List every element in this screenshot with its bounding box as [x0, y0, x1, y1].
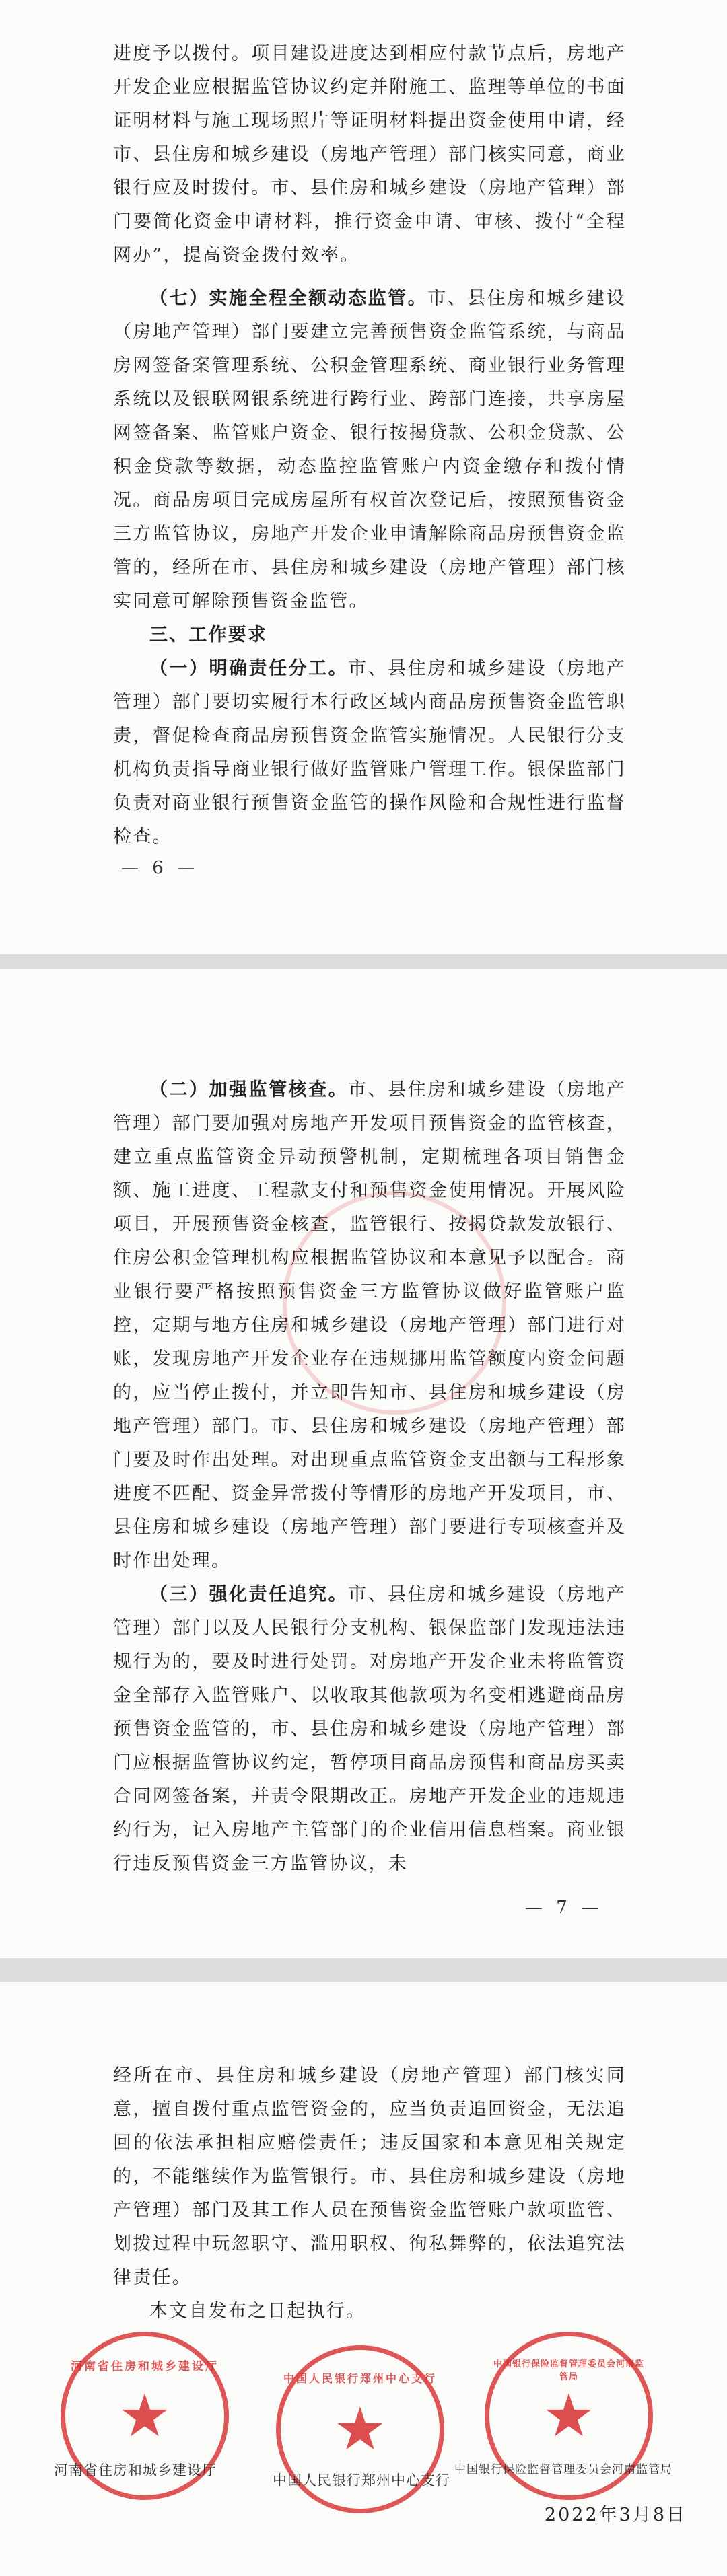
document-page-6: [0, 0, 727, 954]
document-page-7: [0, 969, 727, 1958]
paragraph-lead: （七）实施全程全额动态监管。: [149, 288, 428, 309]
effective-statement: 本文自发布之日起执行。: [149, 2301, 366, 2322]
paragraph-text: 市、县住房和城乡建设（房地产管理）部门以及人民银行分支机构、银保监部门发现违法违规行为的，要及时进行处罚。对房地产开发企业未将监管资金全部存入监管账户、以收取其他款项为名变相逃避商品房预售资金监管的，市、县住房和城乡建设（房地产管理）部门应根据监管协议约定，暂停项目商品房预售和商品房买卖合同网签备案，并责令限期改正。房地产开发企业的违规违约行为，记入房地产主管部门的企业信用信息档案。商业银行违反预售资金三方监管协议，未: [113, 1584, 626, 1874]
section-heading: 三、工作要求: [149, 624, 268, 645]
paragraph-bank-liability: 经所在市、县住房和城乡建设（房地产管理）部门核实同意，擅自拨付重点监管资金的，应当负责追回资金，无法追回的依法承担相应赔偿责任；违反国家和本意见相关规定的，不能继续作为监管银行。市、县住房和城乡建设（房地产管理）部门及其工作人员在预售资金监管账户款项监管、划拨过程中玩忽职守、滥用职权、徇私舞弊的，依法追究法律责任。: [113, 2065, 626, 2288]
paragraph-text: 市、县住房和城乡建设（房地产管理）部门要加强对房地产开发项目预售资金的监管核查，建立重点监管资金异动预警机制，定期梳理各项目销售金额、施工进度、工程款支付和预售资金使用情况。开展风险项目，开展预售资金核查，监管银行、按揭贷款发放银行、住房公积金管理机构应根据监管协议和本意见予以配合。商业银行要严格按照预售资金三方监管协议做好监管账户监控，定期与地方住房和城乡建设（房地产管理）部门进行对账，发现房地产开发企业存在违规挪用监管额度内资金问题的，应当停止拨付，并立即告知市、县住房和城乡建设（房地产管理）部门。市、县住房和城乡建设（房地产管理）部门要及时作出处理。对出现重点监管资金支出额与工程形象进度不匹配、资金异常拨付等情形的房地产开发项目，市、县住房和城乡建设（房地产管理）部门要进行专项核查并及时作出处理。: [113, 1079, 626, 1571]
paragraph-lead: （三）强化责任追究。: [149, 1584, 349, 1605]
signature-seals: [54, 2332, 687, 2561]
paragraph-lead: （一）明确责任分工。: [149, 658, 349, 679]
star-icon: ★: [333, 2394, 387, 2464]
paragraph-progress-payment: [113, 37, 626, 273]
issue-date: 2022年3月8日: [544, 2505, 687, 2526]
org-housing-department: 河南省住房和城乡建设厅: [54, 2462, 217, 2478]
org-peoples-bank: 中国人民银行郑州中心支行: [273, 2472, 450, 2489]
paragraph-text: 市、县住房和城乡建设（房地产管理）部门要切实履行本行政区域内商品房预售资金监管职责，督促检查商品房预售资金监管实施情况。人民银行分支机构负责指导商业银行做好监管账户管理工作。银保监部门负责对商业银行预售资金监管的操作风险和合规性进行监督检查。: [113, 658, 626, 847]
paragraph-dynamic-supervision: [113, 282, 626, 618]
seal-ring-text: 中国人民银行郑州中心支行: [283, 2372, 437, 2385]
paragraph-lead: （二）加强监管核查。: [149, 1079, 349, 1100]
page-number: — 6 —: [121, 858, 199, 878]
star-icon: ★: [118, 2381, 172, 2450]
org-banking-regulator: 中国银行保险监督管理委员会河南监管局: [454, 2463, 672, 2476]
paragraph-accountability: [113, 1578, 626, 1881]
seal-ring-text: 河南省住房和城乡建设厅: [71, 2360, 219, 2373]
faint-seal-watermark: [283, 1191, 506, 1415]
paragraph-text: 市、县住房和城乡建设（房地产管理）部门要建立完善预售资金监管系统，与商品房网签备案管理系统、公积金管理系统、商业银行业务管理系统以及银联网银系统进行跨行业、跨部门连接，共享房屋网签备案、监管账户资金、银行按揭贷款、公积金贷款、公积金贷款等数据，动态监控监管账户内资金缴存和拨付情况。商品房项目完成房屋所有权首次登记后，按照预售资金三方监管协议，房地产开发企业申请解除商品房预售资金监管的，经所在市、县住房和城乡建设（房地产管理）部门核实同意可解除预售资金监管。: [113, 288, 626, 612]
document-page-8: [0, 1982, 727, 2576]
paragraph-text: 进度予以拨付。项目建设进度达到相应付款节点后，房地产开发企业应根据监管协议约定并附施工、监理等单位的书面证明材料与施工现场照片等证明材料提出资金使用申请，经市、县住房和城乡建设（房地产管理）部门核实同意，商业银行应及时拨付。市、县住房和城乡建设（房地产管理）部门要简化资金申请材料，推行资金申请、审核、拨付“全程网办”，提高资金拨付效率。: [113, 43, 626, 266]
page-number: — 7 —: [525, 1898, 603, 1918]
star-icon: ★: [542, 2381, 596, 2450]
paragraph-responsibility: [113, 652, 626, 854]
seal-ring-text: 中国银行保险监督管理委员会河南监管局: [493, 2359, 644, 2382]
